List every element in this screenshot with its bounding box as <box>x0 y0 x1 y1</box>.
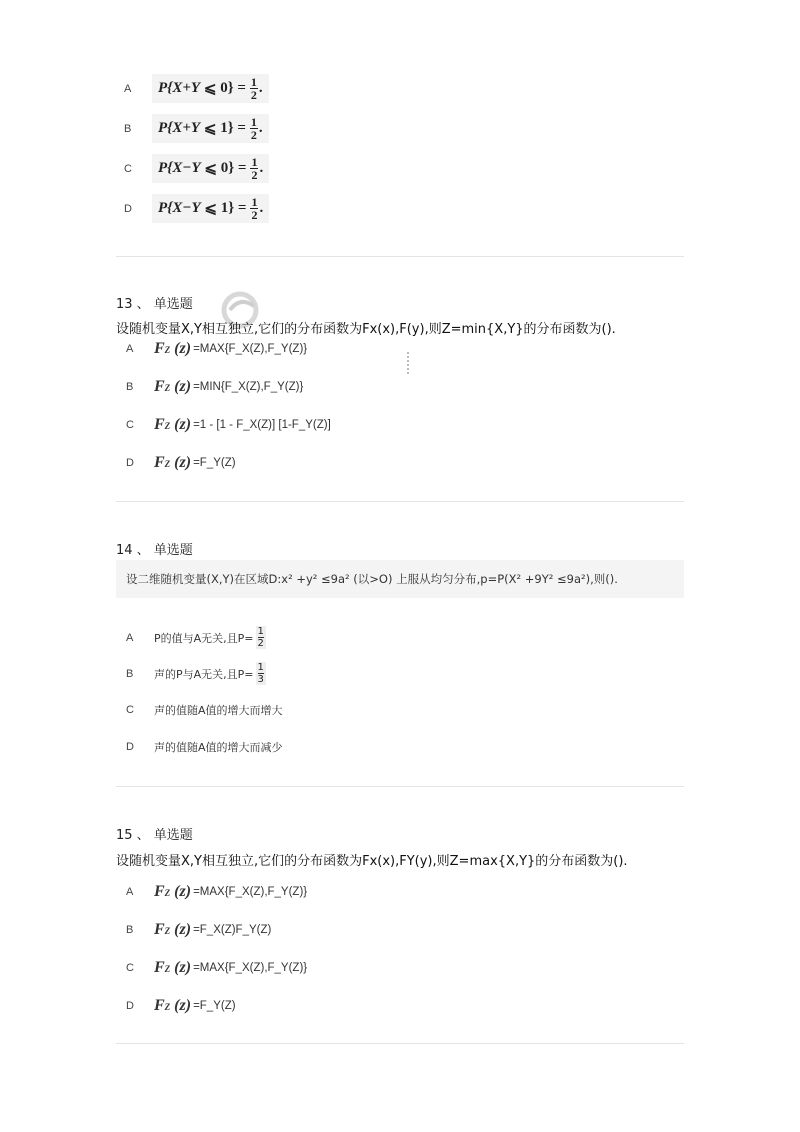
option-expression: =F_X(Z)F_Y(Z) <box>193 924 272 936</box>
option-letter: D <box>126 457 134 469</box>
fraction: $\frac{1}{2}$ <box>250 115 257 142</box>
divider <box>116 786 684 787</box>
option-letter: D <box>124 202 132 215</box>
q13-option-d[interactable] <box>126 454 236 472</box>
option-expression: =1 - [1 - F_X(Z)] [1-F_Y(Z)] <box>193 419 331 431</box>
q12-option-a[interactable] <box>124 74 269 103</box>
q15-option-c[interactable] <box>126 959 307 977</box>
fraction: $\frac{1}{2}$ <box>250 75 257 102</box>
option-text: P的值与A无关,且P= <box>154 631 254 645</box>
question-14-header: 14 、 单选题 <box>116 543 193 558</box>
option-letter: C <box>126 419 134 431</box>
fz-symbol: FZ (z) <box>154 416 192 433</box>
math-expression: P{X+Y ⩽ 0} = $\frac{1}{2}$ . <box>152 74 269 103</box>
option-letter: B <box>126 924 134 936</box>
math-expression: P{X−Y ⩽ 0} = $\frac{1}{2}$ . <box>152 154 269 183</box>
q12-option-d[interactable] <box>124 194 269 223</box>
option-letter: A <box>126 631 134 644</box>
q15-option-a[interactable] <box>126 883 307 901</box>
option-letter: C <box>126 704 134 716</box>
divider <box>116 501 684 502</box>
q13-option-a[interactable] <box>126 340 307 358</box>
option-text: 声的P与A无关,且P= <box>154 667 254 681</box>
q15-option-b[interactable] <box>126 921 271 939</box>
question-14-text: 设二维随机变量(X,Y)在区域D:x² +y² ≤9a² (以>O) 上服从均匀分布,p=P(X² +9Y² ≤9a²),则(). <box>116 560 684 598</box>
question-15-header: 15 、 单选题 <box>116 828 193 843</box>
option-expression: =MAX{F_X(Z),F_Y(Z)} <box>193 962 308 974</box>
fraction: $\frac{1}{3}$ <box>257 662 264 685</box>
q14-option-b[interactable] <box>126 662 266 685</box>
q14-option-a[interactable] <box>126 626 266 649</box>
q12-option-b[interactable] <box>124 114 269 143</box>
q13-option-b[interactable] <box>126 378 303 396</box>
q15-option-d[interactable] <box>126 997 236 1015</box>
question-13-text: 设随机变量X,Y相互独立,它们的分布函数为Fx(x),F(y),则Z=min{X,Y}的分布函数为(). <box>116 322 616 337</box>
option-letter: C <box>124 162 132 175</box>
option-expression: =F_Y(Z) <box>193 1000 236 1012</box>
scan-mark <box>407 352 411 374</box>
question-13-header: 13 、 单选题 <box>116 297 193 312</box>
option-letter: B <box>124 122 132 135</box>
fz-symbol: FZ (z) <box>154 921 192 938</box>
fz-symbol: FZ (z) <box>154 378 192 395</box>
divider <box>116 1043 684 1044</box>
fz-symbol: FZ (z) <box>154 997 192 1014</box>
q14-option-d[interactable] <box>126 739 283 755</box>
math-expression: P{X−Y ⩽ 1} = $\frac{1}{2}$ . <box>152 194 269 223</box>
option-letter: A <box>126 343 134 355</box>
option-letter: C <box>126 962 134 974</box>
q14-option-c[interactable] <box>126 702 283 718</box>
option-expression: =MAX{F_X(Z),F_Y(Z)} <box>193 886 308 898</box>
option-letter: A <box>126 886 134 898</box>
option-letter: A <box>124 82 132 95</box>
divider <box>116 256 684 257</box>
fz-symbol: FZ (z) <box>154 454 192 471</box>
fz-symbol: FZ (z) <box>154 959 192 976</box>
option-expression: =MIN{F_X(Z),F_Y(Z)} <box>193 381 304 393</box>
fraction: $\frac{1}{2}$ <box>251 155 258 182</box>
question-15-text: 设随机变量X,Y相互独立,它们的分布函数为Fx(x),FY(y),则Z=max{X,Y}的分布函数为(). <box>116 854 628 869</box>
option-text: 声的值随A值的增大而增大 <box>154 704 283 717</box>
option-expression: =F_Y(Z) <box>193 457 236 469</box>
option-letter: B <box>126 381 134 393</box>
fraction: $\frac{1}{2}$ <box>257 626 264 649</box>
fz-symbol: FZ (z) <box>154 883 192 900</box>
option-letter: D <box>126 1000 134 1012</box>
fraction: $\frac{1}{2}$ <box>251 195 258 222</box>
q13-option-c[interactable] <box>126 416 331 434</box>
math-expression: P{X+Y ⩽ 1} = $\frac{1}{2}$ . <box>152 114 269 143</box>
option-expression: =MAX{F_X(Z),F_Y(Z)} <box>193 343 308 355</box>
option-letter: B <box>126 667 134 680</box>
q12-option-c[interactable] <box>124 154 269 183</box>
option-letter: D <box>126 741 134 753</box>
fz-symbol: FZ (z) <box>154 340 192 357</box>
option-text: 声的值随A值的增大而减少 <box>154 741 283 754</box>
